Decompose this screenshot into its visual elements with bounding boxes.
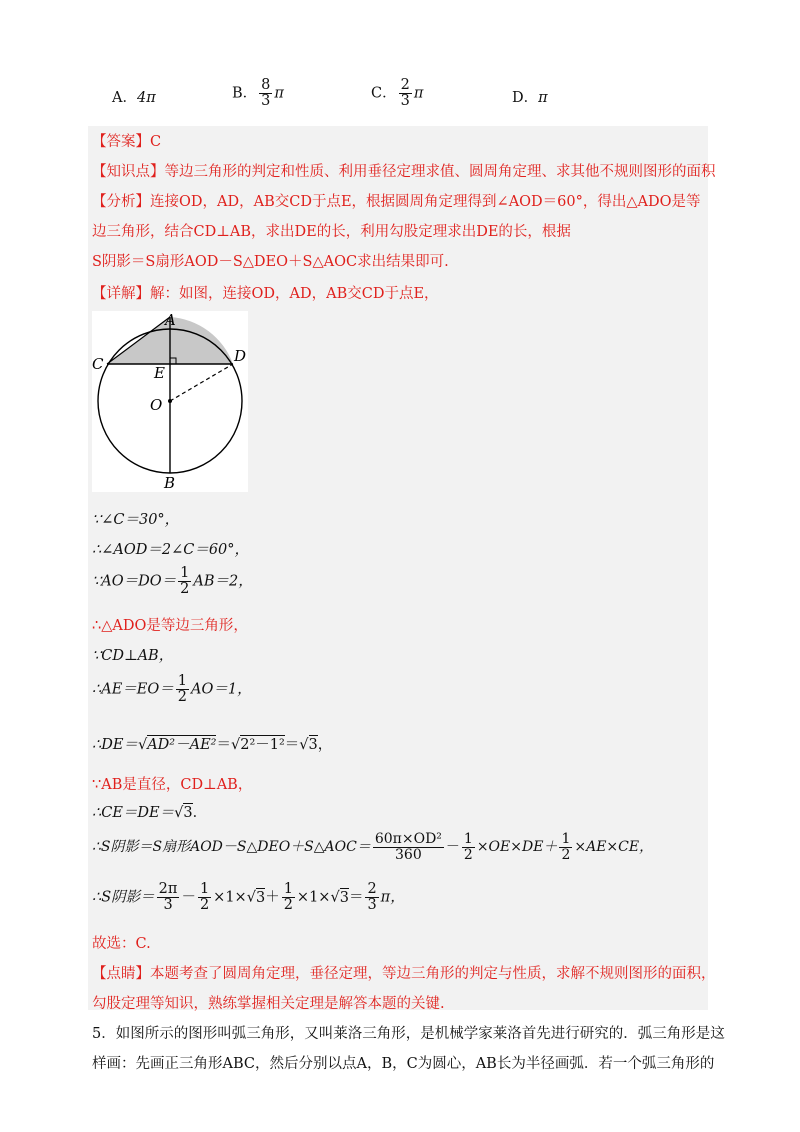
option-c-label: C． — [371, 85, 397, 102]
step-10-half-2 — [559, 832, 572, 862]
step-11-eq: ＝ — [348, 889, 364, 906]
step-10-minus: － — [445, 839, 460, 856]
detail-text: 解：如图，连接OD，AD，AB交CD于点E， — [150, 286, 439, 302]
step-7-radical-2: 2²－1² — [240, 737, 285, 753]
step-10-mid: ×OE×DE＋ — [476, 839, 558, 856]
step-11-frac-3-den: 2 — [283, 897, 293, 914]
answer-line — [92, 130, 161, 151]
option-b — [232, 78, 284, 109]
step-11-frac-1-num: 2π — [158, 881, 178, 897]
option-c-numerator: 2 — [400, 77, 410, 93]
option-c — [371, 78, 423, 109]
step-9-radical: 3 — [183, 805, 193, 821]
step-10-fraction — [373, 832, 444, 862]
geometry-figure — [92, 311, 248, 492]
step-11-pre: ∴S阴影＝ — [92, 889, 155, 906]
question-5-line-1: 5．如图所示的图形叫弧三角形，又叫莱洛三角形，是机械学家莱洛首先进行研究的．弧三角形是这 — [92, 1026, 725, 1042]
detail-line — [92, 282, 439, 303]
step-8: ∵AB是直径，CD⊥AB， — [92, 777, 253, 793]
option-c-fraction — [399, 78, 412, 109]
step-7-eq-1: ＝ — [216, 737, 231, 753]
step-10 — [92, 832, 653, 862]
step-11-frac-3 — [282, 882, 295, 913]
option-d-label: D． — [512, 90, 539, 106]
step-6-pre: ∴AE＝EO＝ — [92, 681, 174, 698]
question-5-line-2: 样画：先画正三角形ABC，然后分别以点A，B，C为圆心，AB长为半径画弧．若一个弧三角形的 — [92, 1056, 715, 1072]
step-2: ∴∠AOD＝2∠C＝60°， — [92, 542, 250, 558]
segment-od — [170, 364, 233, 401]
option-b-label: B． — [232, 85, 258, 102]
step-11-frac-4-den: 3 — [367, 897, 377, 914]
step-11-end: π， — [380, 889, 405, 906]
step-6-num: 1 — [177, 673, 187, 689]
step-10-half-1-den: 2 — [463, 846, 473, 863]
analysis-text-1: 连接OD，AD，AB交CD于点E，根据圆周角定理得到∠AOD＝60°，得出△ADO是等 — [150, 194, 701, 210]
knowledge-tag: 【知识点】 — [92, 164, 165, 180]
analysis-line-2: 边三角形，结合CD⊥AB，求出DE的长，利用勾股定理求出DE的长，根据 — [92, 224, 571, 240]
analysis-line-3: S阴影＝S扇形AOD－S△DEO＋S△AOC求出结果即可. — [92, 254, 449, 270]
comment-tag: 【点睛】 — [92, 966, 150, 982]
option-a-value: 4π — [136, 90, 156, 106]
option-b-numerator: 8 — [261, 77, 271, 93]
step-11-radical-1: 3 — [255, 889, 266, 906]
step-11: ∴S阴影＝ $\frac{2\pi}{3}$ － $\frac{1}{2}$ ×1×√3＋ $\frac{1}{2}$ ×1×√3＝ $\frac{2}{3}$ π， — [92, 881, 405, 914]
comment-line-1 — [92, 962, 716, 983]
detail-tag: 【详解】 — [92, 286, 150, 302]
step-3-fraction — [178, 566, 191, 597]
option-d-value: π — [538, 90, 548, 106]
step-10-den: 360 — [395, 846, 422, 863]
step-10-half-2-den: 2 — [561, 846, 571, 863]
step-11-frac-4-num: 2 — [367, 881, 377, 897]
step-11-frac-2-den: 2 — [199, 897, 210, 914]
step-11-minus: － — [181, 889, 196, 906]
step-11-frac-2 — [198, 882, 211, 913]
step-4: ∴△ADO是等边三角形， — [92, 618, 248, 634]
option-d — [512, 86, 548, 107]
step-7-post: ， — [317, 737, 333, 753]
option-b-fraction — [259, 78, 272, 109]
step-3 — [92, 566, 253, 597]
step-11-frac-4 — [365, 882, 378, 913]
step-7-radical-3: 3 — [308, 737, 318, 753]
knowledge-text: 等边三角形的判定和性质、利用垂径定理求值、圆周角定理、求其他不规则图形的面积 — [164, 164, 716, 180]
comment-line-2: 勾股定理等知识，熟练掌握相关定理是解答本题的关键. — [92, 996, 445, 1012]
comment-text-1: 本题考查了圆周角定理，垂径定理，等边三角形的判定与性质，求解不规则图形的面积， — [150, 966, 716, 982]
analysis-line-1 — [92, 190, 701, 211]
option-a-label: A． — [112, 90, 137, 106]
option-c-suffix: π — [413, 85, 424, 102]
step-10-half-2-num: 1 — [561, 831, 571, 847]
step-11-frac-2-num: 1 — [199, 881, 210, 897]
option-b-suffix: π — [274, 85, 284, 102]
step-11-frac-1-den: 3 — [163, 897, 173, 914]
step-11-radical-2: 3 — [339, 889, 349, 906]
step-9-pre: ∴CE＝DE＝ — [92, 805, 175, 821]
step-3-den: 2 — [180, 581, 190, 598]
step-3-num: 1 — [180, 565, 190, 581]
circle-diagram — [92, 311, 248, 492]
step-10-end: ×AE×CE， — [574, 839, 654, 856]
step-5: ∵CD⊥AB， — [92, 648, 174, 664]
step-7: ∴DE＝√AD²－AE²＝√2²－1²＝√3， — [92, 737, 333, 753]
step-9: ∴CE＝DE＝√3． — [92, 805, 208, 821]
step-11-frac-3-num: 1 — [283, 881, 293, 897]
step-11-times-1: ×1× — [213, 889, 247, 906]
label-b: B — [164, 474, 176, 492]
label-d: D — [234, 347, 247, 365]
option-c-denominator: 3 — [400, 93, 410, 110]
label-c: C — [92, 355, 104, 373]
step-6-post: AO＝1， — [191, 681, 252, 698]
knowledge-line — [92, 160, 716, 181]
step-11-times-2: ×1× — [296, 889, 331, 906]
step-10-half-1-num: 1 — [463, 831, 473, 847]
center-point — [168, 399, 172, 403]
answer-value: C — [150, 134, 162, 150]
label-e: E — [154, 364, 165, 382]
label-a: A — [165, 311, 176, 329]
option-a — [112, 86, 156, 107]
conclusion-line: 故选：C. — [92, 936, 151, 952]
step-10-pre: ∴S阴影＝S扇形AOD－S△DEO＋S△AOC＝ — [92, 839, 371, 856]
label-o: O — [150, 396, 163, 414]
analysis-tag: 【分析】 — [92, 194, 150, 210]
answer-tag: 【答案】 — [92, 134, 150, 150]
step-10-num: 60π×OD² — [374, 831, 442, 847]
step-1: ∵∠C＝30°， — [92, 512, 180, 528]
option-b-denominator: 3 — [261, 93, 271, 110]
step-7-radical-1: AD²－AE² — [147, 737, 217, 753]
step-7-pre: ∴DE＝ — [92, 737, 138, 753]
step-6 — [92, 674, 252, 705]
step-9-post: ． — [192, 805, 208, 821]
step-7-eq-2: ＝ — [284, 737, 300, 753]
step-6-fraction — [176, 674, 189, 705]
step-6-den: 2 — [177, 689, 187, 706]
step-11-frac-1 — [157, 882, 180, 913]
step-10-half-1 — [462, 832, 475, 862]
step-3-post: AB＝2， — [193, 573, 253, 590]
step-11-plus: ＋ — [265, 889, 280, 906]
step-3-pre: ∵AO＝DO＝ — [92, 573, 177, 590]
